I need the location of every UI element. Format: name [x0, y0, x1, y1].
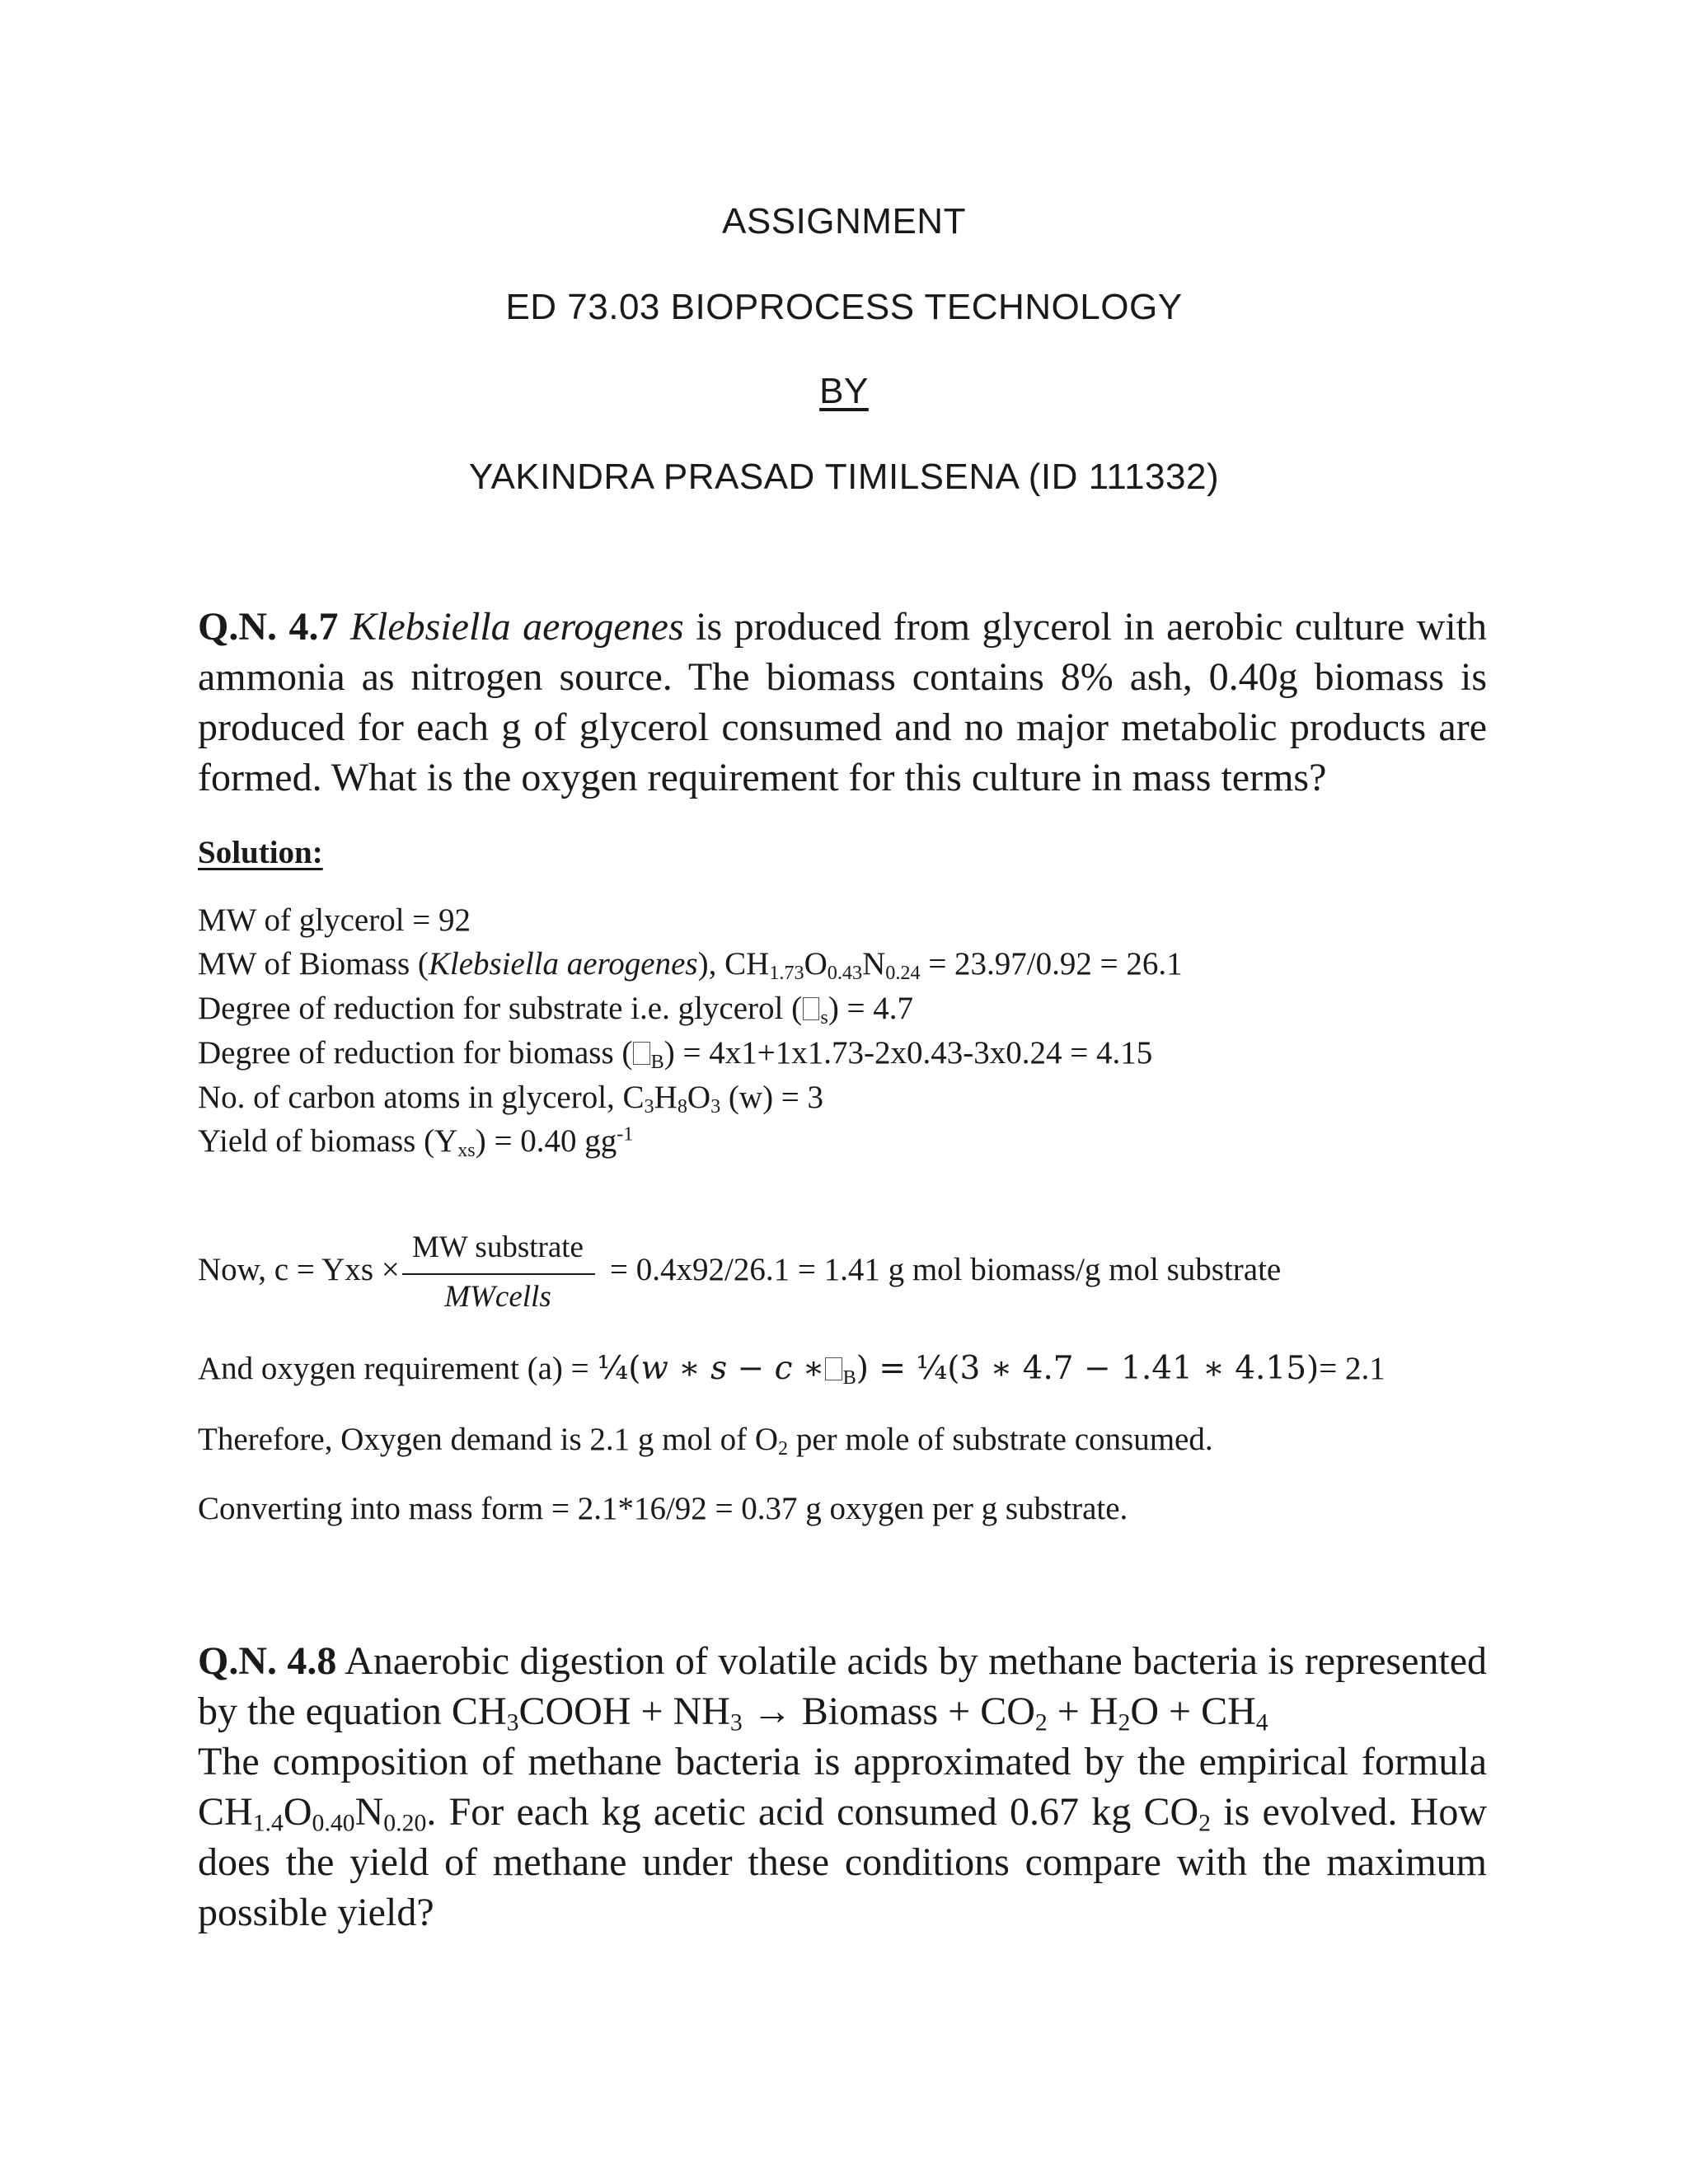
text-span: → Biomass + CO [742, 1690, 1035, 1733]
subscript: 3 [729, 1708, 743, 1736]
subscript: 8 [677, 1095, 687, 1118]
missing-glyph-box [803, 997, 819, 1020]
subscript: 1.4 [252, 1809, 284, 1837]
fraction-bar [402, 1273, 595, 1275]
subscript: 0.40 [312, 1809, 355, 1837]
text-span: No. of carbon atoms in glycerol, C [198, 1080, 645, 1115]
text-span: N [354, 1790, 384, 1834]
subscript: B [842, 1366, 856, 1390]
subscript: 0.43 [827, 962, 863, 985]
missing-glyph-box [633, 1042, 649, 1065]
subscript: 1.73 [769, 962, 804, 985]
text-span: ) = 4x1+1x1.73-2x0.43-3x0.24 = 4.15 [663, 1035, 1153, 1071]
subscript: 2 [777, 1437, 789, 1460]
subscript: s [820, 1006, 828, 1029]
subscript: 3 [506, 1708, 519, 1736]
text-span: ) = 4.7 [828, 991, 914, 1026]
solution-heading-text: Solution: [198, 835, 323, 870]
text-span: COOH + NH [518, 1690, 730, 1733]
text-span: (w) = 3 [720, 1080, 824, 1115]
therefore-line [198, 1421, 1213, 1458]
by-label: BY [819, 371, 869, 411]
missing-glyph-box [825, 1357, 842, 1380]
math-expression: w ∗ s − c ∗ [640, 1350, 825, 1387]
text-span: = 2.1 [1319, 1351, 1386, 1386]
text-span: . For each kg acetic acid consumed 0.67 kg CO [426, 1790, 1199, 1834]
subscript: 2 [1034, 1708, 1048, 1736]
text-span: O [804, 946, 828, 982]
text-span: Anaerobic digestion of volatile acids by methane bacteria is represented by the equation CH [198, 1639, 1488, 1733]
text-span: Degree of reduction for biomass ( [198, 1035, 633, 1071]
subscript: 4 [1255, 1708, 1268, 1736]
subscript: 0.24 [885, 962, 921, 985]
question-text: is produced from glycerol in aerobic culture with ammonia as nitrogen source. The biomass contains 8% ash, 0.40g biomass is produced for each g of glycerol consumed and no major metabolic products are formed. What is the oxygen requirement for this culture in mass terms? [198, 605, 1487, 799]
text-span: N [862, 946, 886, 982]
solution-heading [198, 834, 323, 871]
text-span: O [283, 1790, 312, 1834]
text-span: And oxygen requirement (a) = [198, 1351, 598, 1386]
mw-biomass-line [198, 945, 1183, 985]
subscript: 2 [1198, 1809, 1212, 1837]
carbon-atoms-line [198, 1079, 823, 1116]
question-4-7 [198, 602, 1487, 803]
subscript: B [650, 1051, 664, 1074]
text-span: is evolved. How does the yield of methane under these conditions compare with the maximum possible yield? [198, 1790, 1487, 1934]
math-span: ) = ¼(3 ∗ 4.7 − 1.41 ∗ 4.15) [856, 1350, 1320, 1387]
text-span: O + CH [1130, 1690, 1256, 1733]
superscript: -1 [617, 1122, 634, 1146]
subscript: xs [457, 1139, 476, 1162]
question-label: Q.N. 4.8 [198, 1639, 337, 1683]
text-span: ), CH [697, 946, 770, 982]
subscript: 3 [644, 1095, 654, 1118]
text-span: The composition of methane bacteria is approximated by the empirical formula CH [198, 1740, 1487, 1834]
now-c-label: Now, c = Yxs × [198, 1252, 400, 1287]
math-span: ¼( [597, 1350, 641, 1387]
organism-name: Klebsiella aerogenes [350, 605, 684, 649]
subscript: 3 [710, 1095, 721, 1118]
oxygen-requirement-line [198, 1350, 1386, 1390]
mw-glycerol-line: MW of glycerol = 92 [198, 902, 471, 938]
text-span: per mole of substrate consumed. [788, 1422, 1213, 1457]
question-4-8 [198, 1636, 1487, 1938]
text-span: O [687, 1080, 711, 1115]
by-line [0, 371, 1688, 412]
assignment-title: ASSIGNMENT [722, 201, 966, 241]
text-span: H [654, 1080, 678, 1115]
subscript: 2 [1118, 1708, 1131, 1736]
organism-name: Klebsiella aerogenes [428, 946, 698, 982]
text-span: + H [1047, 1690, 1118, 1733]
text-span: Degree of reduction for substrate i.e. glycerol ( [198, 991, 803, 1026]
text-span: = 23.97/0.92 = 26.1 [920, 946, 1183, 982]
dor-substrate-line [198, 990, 913, 1027]
course-title: ED 73.03 BIOPROCESS TECHNOLOGY [505, 287, 1183, 327]
question-label: Q.N. 4.7 [198, 605, 339, 649]
converting-line: Converting into mass form = 2.1*16/92 = 0.37 g oxygen per g substrate. [198, 1491, 1128, 1526]
fraction-numerator: MW substrate [412, 1230, 584, 1264]
dor-biomass-line [198, 1034, 1153, 1074]
now-c-result: = 0.4x92/26.1 = 1.41 g mol biomass/g mol substrate [610, 1252, 1282, 1287]
text-span: MW of Biomass ( [198, 946, 429, 982]
text-span: ) = 0.40 gg [475, 1123, 617, 1159]
text-span: Yield of biomass (Y [198, 1123, 458, 1159]
yield-line [198, 1122, 633, 1160]
fraction-denominator: MWcells [444, 1280, 551, 1314]
author-line: YAKINDRA PRASAD TIMILSENA (ID 111332) [468, 457, 1220, 497]
text-span: Therefore, Oxygen demand is 2.1 g mol of O [198, 1422, 778, 1457]
subscript: 0.20 [383, 1809, 427, 1837]
